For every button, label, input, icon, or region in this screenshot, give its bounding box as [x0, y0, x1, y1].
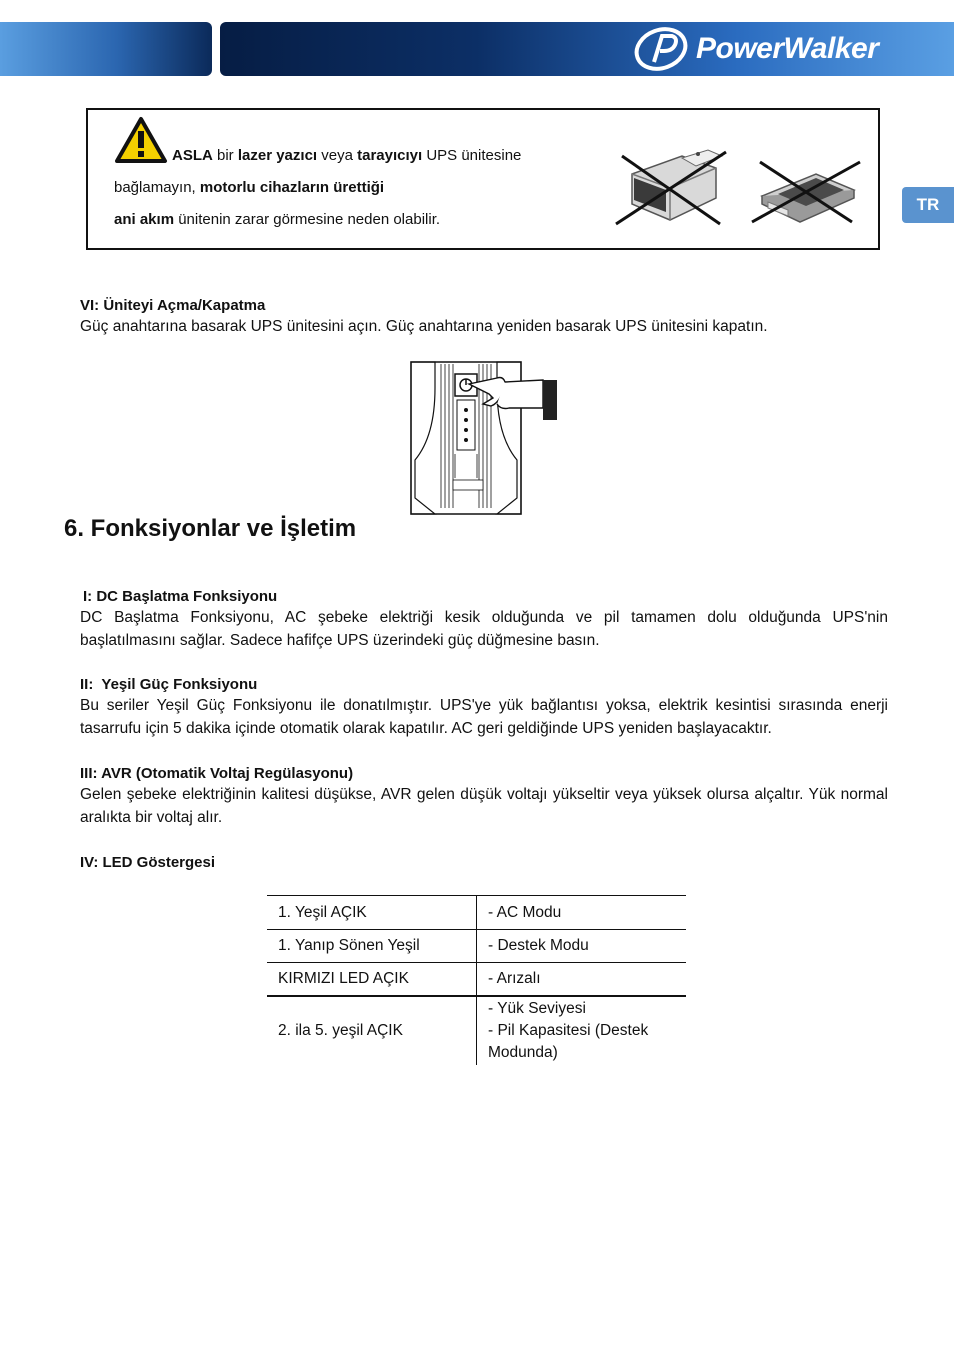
led-heading: IV: LED Göstergesi — [80, 854, 216, 871]
led-meaning-cell — [477, 996, 687, 1065]
avr-heading: III: AVR (Otomatik Voltaj Regülasyonu) — [80, 765, 354, 782]
table-row — [267, 963, 686, 997]
powerwalker-logo-icon — [632, 26, 690, 72]
warning-motor: motorlu cihazların ürettiği — [199, 179, 385, 196]
laser-printer-icon — [612, 146, 730, 228]
language-tab[interactable]: TR — [902, 187, 954, 223]
led-state-cell: 1. Yeşil AÇIK — [267, 896, 477, 930]
warning-line-2 — [114, 178, 384, 198]
warning-text: bağlamayın, — [114, 179, 200, 196]
led-meaning-line: - Pil Kapasitesi (Destek Modunda) — [488, 1022, 649, 1061]
section-vi-heading: VI: Üniteyi Açma/Kapatma — [80, 297, 266, 314]
led-meaning-line: - Yük Seviyesi — [488, 1000, 586, 1017]
avr-text: Gelen şebeke elektriğinin kalitesi düşükse, AVR gelen düşük voltajı yükseltir veya yüksek olursa alçaltır. Yük normal aralıkta bir voltaj alır. — [80, 786, 888, 826]
warning-laser: lazer yazıcı — [237, 147, 318, 164]
brand-name: PowerWalker — [696, 32, 879, 65]
ups-power-button-illustration — [405, 358, 563, 518]
dc-start-heading: I: DC Başlatma Fonksiyonu — [83, 588, 278, 605]
warning-box — [86, 108, 880, 250]
led-meaning-cell: - Destek Modu — [488, 937, 589, 954]
section-vi-text: Güç anahtarına basarak UPS ünitesini açın. Güç anahtarına yeniden basarak UPS ünitesini kapatın. — [80, 318, 768, 335]
green-power-heading: II: Yeşil Güç Fonksiyonu — [80, 676, 258, 693]
header-banner-left — [0, 22, 212, 76]
warning-line-1 — [172, 146, 521, 166]
powerwalker-logo — [632, 24, 878, 74]
green-power-text: Bu seriler Yeşil Güç Fonksiyonu ile donatılmıştır. UPS'ye yük bağlantısı yoksa, elektrik kesintisi sırasında enerji tasarrufu için 5 dakika içinde otomatik olarak kapatılır. AC geri geldiğinde UPS yeniden başlayacaktır. — [80, 697, 888, 737]
table-row — [267, 930, 686, 963]
led-meaning-cell: - AC Modu — [488, 903, 562, 921]
led-table — [267, 895, 686, 1065]
table-row — [267, 996, 686, 1065]
section-6-title: 6. Fonksiyonlar ve İşletim — [64, 515, 357, 542]
dc-start-text: DC Başlatma Fonksiyonu, AC şebeke elektriği kesik olduğunda ve pil tamamen dolu olduğunda UPS'nin başlatılmasını sağlar. Sadece hafifçe UPS üzerindeki güç düğmesine basın. — [80, 609, 888, 649]
led-meaning-cell: - Arızalı — [488, 970, 541, 987]
warning-text: ünitenin zarar görmesine neden olabilir. — [174, 211, 441, 228]
warning-text: UPS ünitesine — [422, 147, 522, 164]
warning-icon — [114, 116, 168, 164]
warning-asla: ASLA — [172, 147, 213, 164]
table-row — [267, 896, 686, 930]
warning-scanner: tarayıcıyı — [357, 147, 423, 164]
led-state-cell: 1. Yanıp Sönen Yeşil — [267, 930, 477, 963]
warning-line-3 — [114, 210, 440, 230]
led-state-cell: 2. ila 5. yeşil AÇIK — [267, 996, 477, 1065]
warning-inrush: ani akım — [114, 211, 175, 228]
led-state-cell: KIRMIZI LED AÇIK — [267, 963, 477, 997]
warning-text: veya — [317, 147, 358, 164]
warning-text: bir — [212, 147, 238, 164]
